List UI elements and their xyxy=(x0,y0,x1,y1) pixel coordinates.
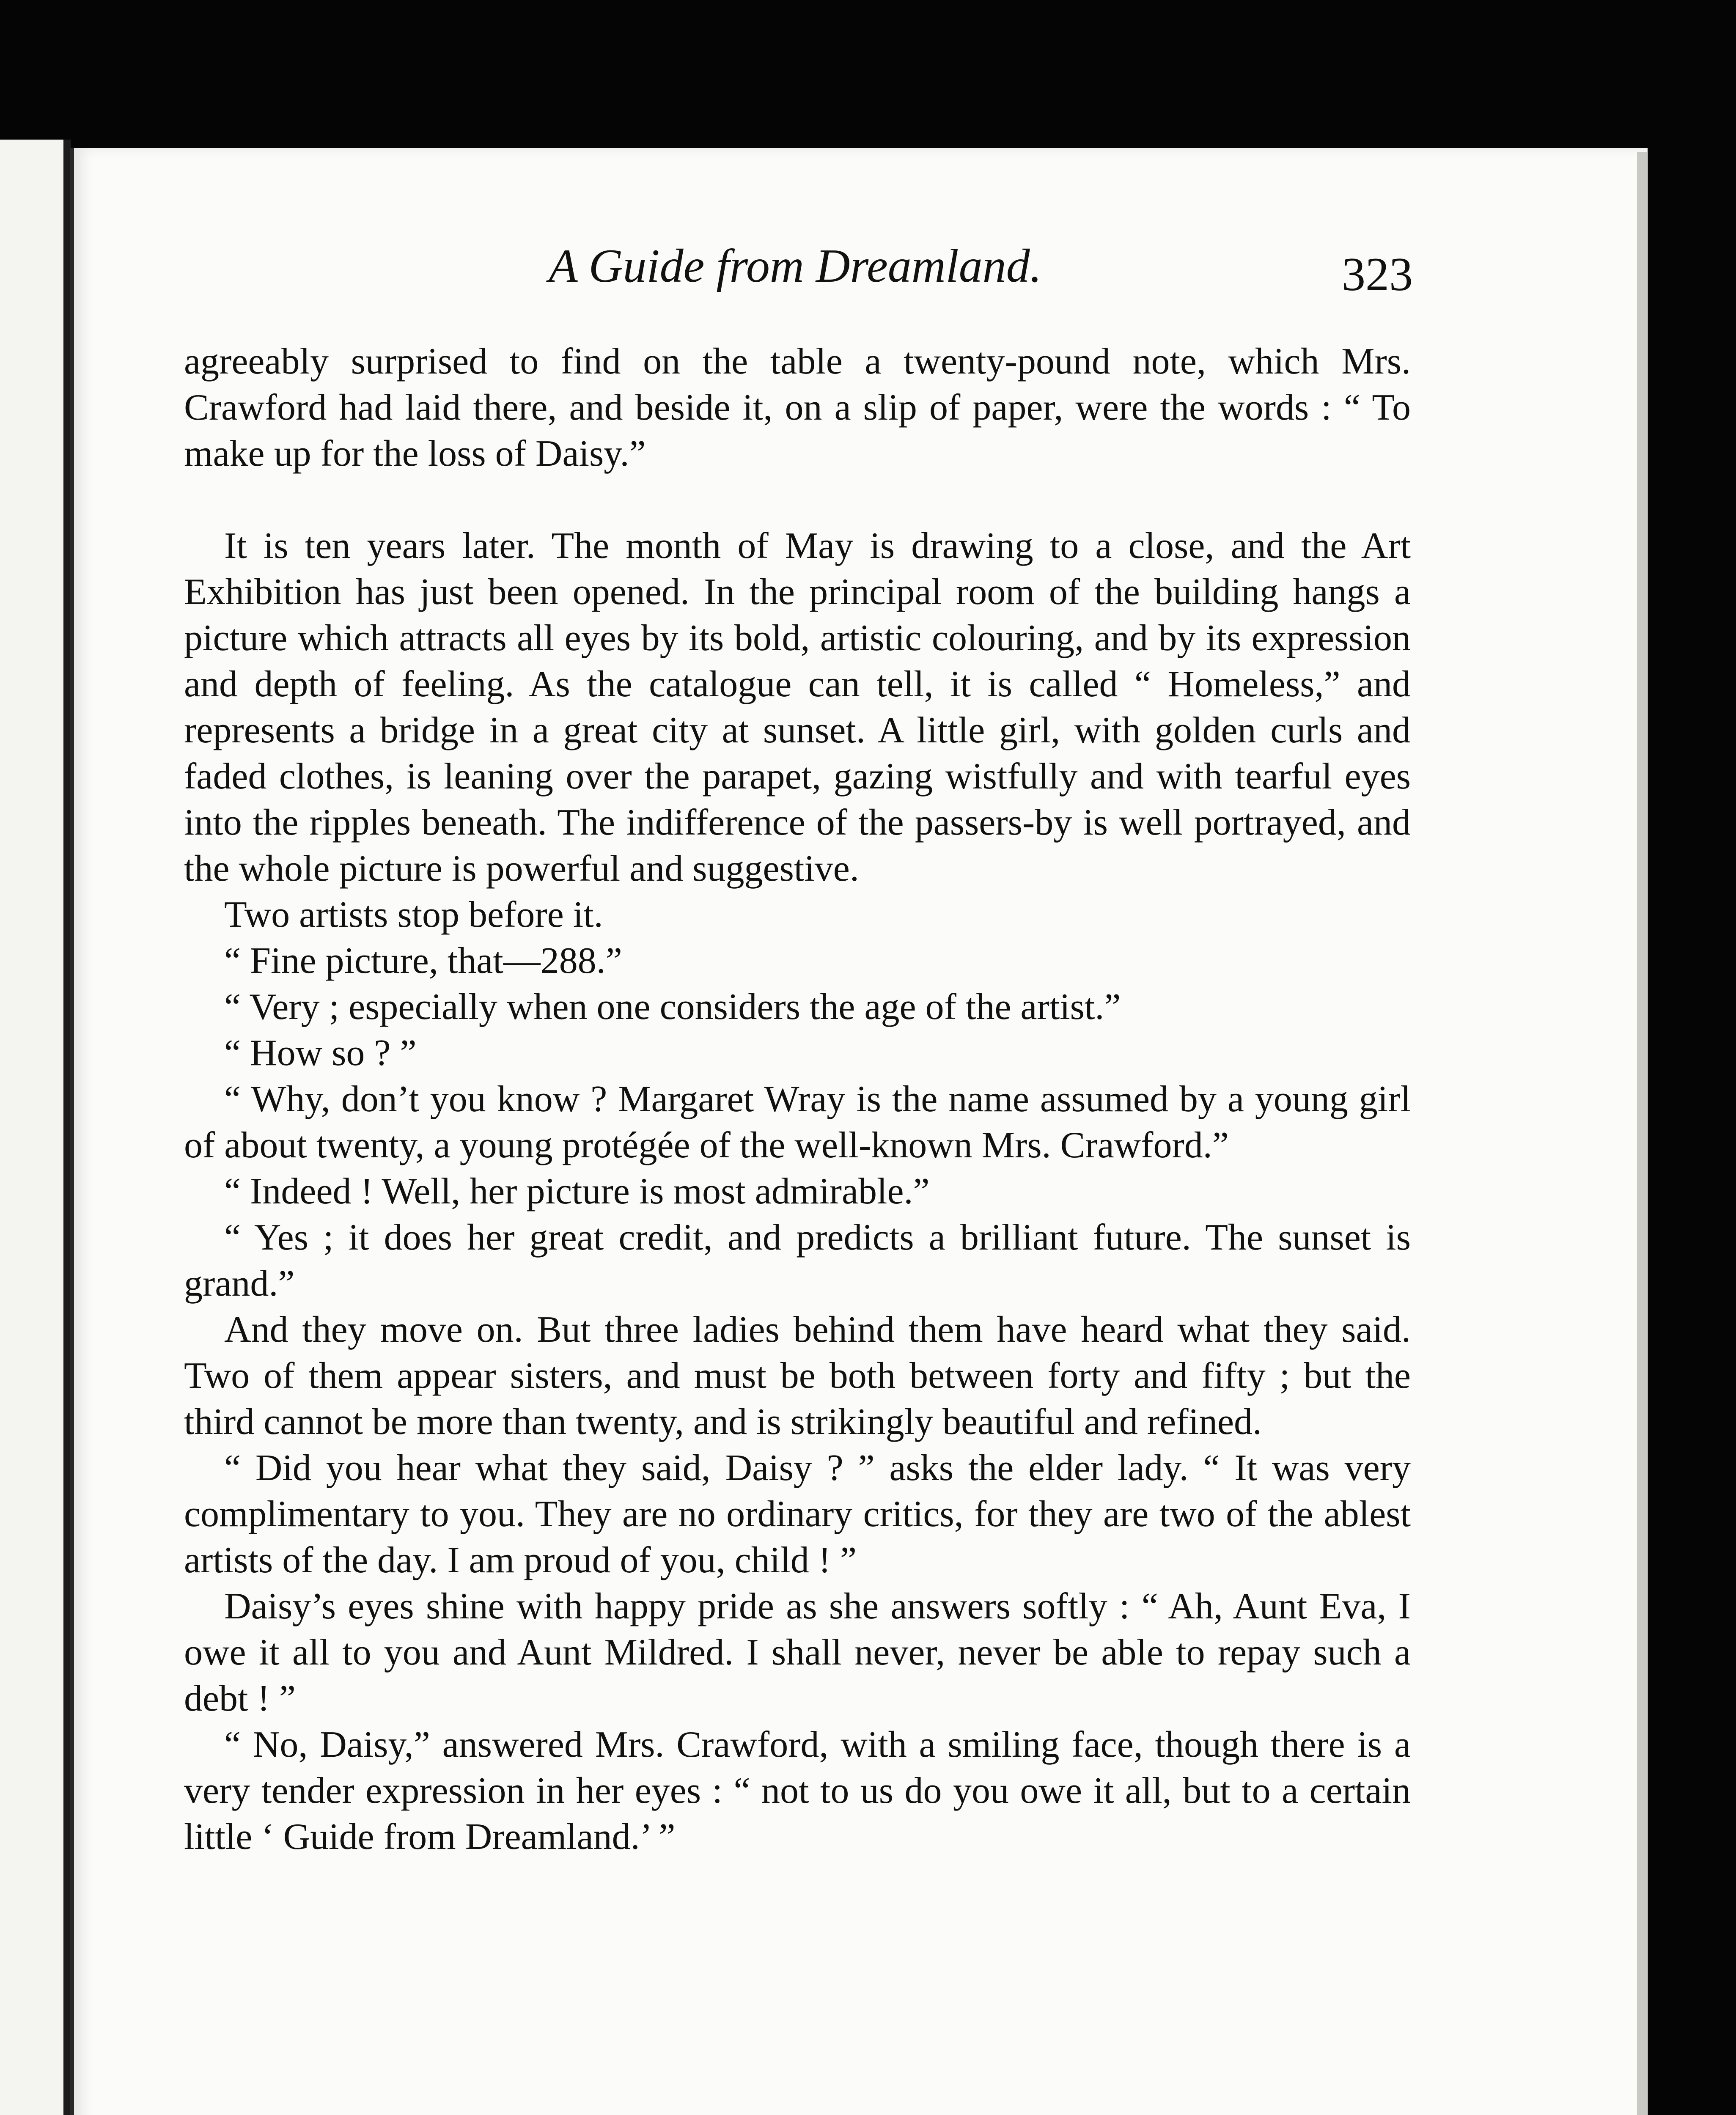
page-number: 323 xyxy=(1342,248,1413,301)
page-edge-shadow xyxy=(1637,152,1647,2115)
body-text xyxy=(184,338,1411,1860)
paragraph: And they move on. But three ladies behind them have heard what they said. Two of them appear sisters, and must be both between forty and fifty ; but the third cannot be more than twenty, and is strikingly beautiful and refined. xyxy=(184,1309,1411,1442)
paragraph: agreeably surprised to find on the table a twenty-pound note, which Mrs. Crawford had laid there, and beside it, on a slip of paper, were the words : “ To make up for the loss of Daisy.” xyxy=(184,341,1411,474)
paragraph: “ Yes ; it does her great credit, and predicts a brilliant future. The sunset is grand.” xyxy=(184,1217,1411,1304)
paragraph: “ Indeed ! Well, her picture is most admirable.” xyxy=(224,1171,930,1212)
paragraph: “ Very ; especially when one considers the age of the artist.” xyxy=(224,986,1121,1027)
paragraph: “ Did you hear what they said, Daisy ? ” asks the elder lady. “ It was very complimentary to you. They are no ordinary critics, for they are two of the ablest artists of the day. I am proud of you, child ! ” xyxy=(184,1448,1411,1581)
running-head: A Guide from Dreamland. xyxy=(549,240,1042,292)
paragraph: “ How so ? ” xyxy=(224,1033,417,1074)
facing-page-edge xyxy=(0,140,71,2115)
paragraph: Daisy’s eyes shine with happy pride as she answers softly : “ Ah, Aunt Eva, I owe it all to you and Aunt Mildred. I shall never, never be able to repay such a debt ! ” xyxy=(184,1586,1411,1719)
paragraph: “ Fine picture, that—288.” xyxy=(224,940,622,981)
paragraph: “ No, Daisy,” answered Mrs. Crawford, with a smiling face, though there is a very tender expression in her eyes : “ not to us do you owe it all, but to a certain little ‘ Guide from Dreamland.’ ” xyxy=(184,1724,1411,1857)
paragraph: “ Why, don’t you know ? Margaret Wray is the name assumed by a young girl of about twenty, a young protégée of the well-known Mrs. Crawford.” xyxy=(184,1079,1411,1166)
paragraph: Two artists stop before it. xyxy=(224,894,603,935)
paragraph: It is ten years later. The month of May is drawing to a close, and the Art Exhibition has just been opened. In the principal room of the building hangs a picture which attracts all eyes by its bold, artistic colouring, and by its expression and depth of feeling. As the catalogue can tell, it is called “ Homeless,” and represents a bridge in a great city at sunset. A little girl, with golden curls and faded clothes, is leaning over the parapet, gazing wistfully and with tearful eyes into the ripples beneath. The indifference of the passers-by is well portrayed, and the whole picture is powerful and suggestive. xyxy=(184,525,1411,889)
